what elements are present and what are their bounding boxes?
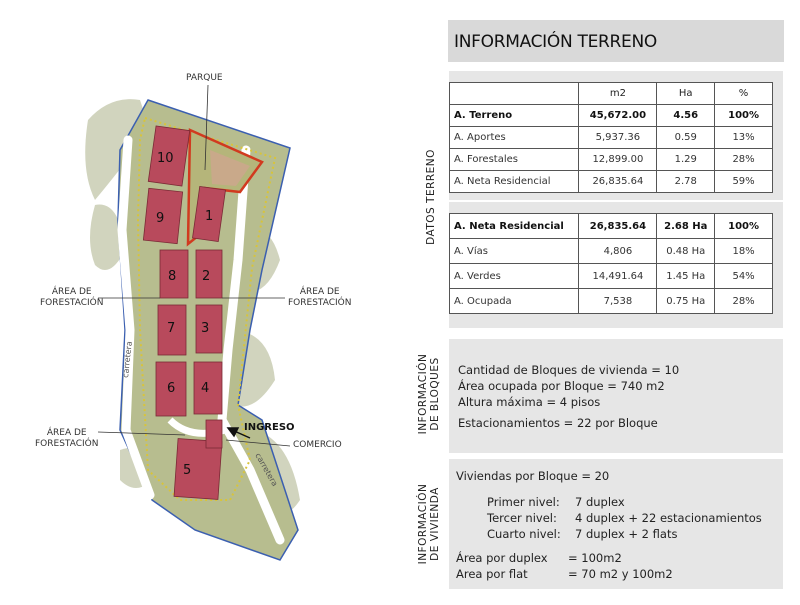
table-cell: 4,806 xyxy=(579,239,657,264)
ingreso-label: INGRESO xyxy=(244,422,295,433)
table-cell: A. Ocupada xyxy=(450,289,579,314)
block-number-8: 8 xyxy=(168,269,177,284)
table-row xyxy=(450,264,773,289)
block-number-6: 6 xyxy=(167,381,176,396)
table-cell: A. Neta Residencial xyxy=(450,171,579,193)
block-number-5: 5 xyxy=(183,463,192,478)
forestacion-line-1: ÁREA DE xyxy=(299,287,340,297)
table-row xyxy=(450,149,773,171)
table-cell: 1.29 xyxy=(657,149,715,171)
table-cell: 1.45 Ha xyxy=(657,264,715,289)
forestacion-line-1: ÁREA DE xyxy=(46,428,87,438)
table-cell: 59% xyxy=(715,171,773,193)
block-number-2: 2 xyxy=(202,269,211,284)
table-cell: 100% xyxy=(715,105,773,127)
section-label-datos-terreno: DATOS TERRENO xyxy=(425,149,437,245)
bloques-estacionamientos: Estacionamientos = 22 por Bloque xyxy=(458,416,658,430)
table-cell: 26,835.64 xyxy=(579,214,657,239)
section-label-info-vivienda xyxy=(417,482,441,566)
forestacion-label-left-top xyxy=(40,287,103,309)
vivienda-por-bloque: Viviendas por Bloque = 20 xyxy=(456,469,610,483)
forestacion-line-2: FORESTACIÓN xyxy=(288,298,352,308)
forestacion-line-2: FORESTACIÓN xyxy=(35,439,99,449)
table-row xyxy=(450,214,773,239)
road-label-right: carretera xyxy=(253,451,280,488)
nivel-value: 7 duplex + 2 flats xyxy=(575,527,678,541)
area-duplex-value: = 100m2 xyxy=(568,551,622,565)
comercio-label: COMERCIO xyxy=(293,440,342,450)
table-cell: 7,538 xyxy=(579,289,657,314)
section-label-line-1: INFORMACIÓN xyxy=(417,483,429,565)
table-cell: 54% xyxy=(715,264,773,289)
table-cell: 26,835.64 xyxy=(579,171,657,193)
table-cell: A. Terreno xyxy=(450,105,579,127)
block-number-9: 9 xyxy=(156,211,165,226)
block-number-3: 3 xyxy=(201,321,210,336)
table-cell: 0.59 xyxy=(657,127,715,149)
table-row xyxy=(450,239,773,264)
table-cell: A. Forestales xyxy=(450,149,579,171)
table-header-cell: m2 xyxy=(579,83,657,105)
table-row xyxy=(450,171,773,193)
table-cell: 5,937.36 xyxy=(579,127,657,149)
table-cell: A. Verdes xyxy=(450,264,579,289)
block-number-4: 4 xyxy=(201,381,210,396)
forestacion-line-2: FORESTACIÓN xyxy=(40,298,104,308)
nivel-label: Cuarto nivel: xyxy=(487,527,561,541)
block-number-10: 10 xyxy=(157,151,174,166)
table-cell: A. Vías xyxy=(450,239,579,264)
nivel-label: Tercer nivel: xyxy=(487,511,557,525)
table-cell: 2.68 Ha xyxy=(657,214,715,239)
area-flat-value: = 70 m2 y 100m2 xyxy=(568,567,673,581)
table-cell: 28% xyxy=(715,149,773,171)
table-cell: 13% xyxy=(715,127,773,149)
table-row xyxy=(450,105,773,127)
bloques-altura: Altura máxima = 4 pisos xyxy=(458,395,601,409)
table-cell: 4.56 xyxy=(657,105,715,127)
forestacion-label-left-bottom xyxy=(35,428,98,450)
table-header-cell xyxy=(450,83,579,105)
area-duplex-label: Área por duplex xyxy=(456,551,548,565)
table-header-cell: Ha xyxy=(657,83,715,105)
section-label-line-2: DE BLOQUES xyxy=(429,357,441,431)
terreno-table xyxy=(449,82,773,193)
table-cell: 0.75 Ha xyxy=(657,289,715,314)
table-cell: 18% xyxy=(715,239,773,264)
table-cell: 2.78 xyxy=(657,171,715,193)
section-label-info-bloques xyxy=(417,352,441,436)
area-flat-label: Area por flat xyxy=(456,567,528,581)
title-bar xyxy=(448,20,784,62)
table-header-cell: % xyxy=(715,83,773,105)
nivel-value: 4 duplex + 22 estacionamientos xyxy=(575,511,762,525)
block-number-1: 1 xyxy=(205,209,214,224)
table-cell: 100% xyxy=(715,214,773,239)
forestacion-line-1: ÁREA DE xyxy=(51,287,92,297)
nivel-label: Primer nivel: xyxy=(487,495,560,509)
table-header-row xyxy=(450,83,773,105)
table-row xyxy=(450,127,773,149)
bloques-cantidad: Cantidad de Bloques de vivienda = 10 xyxy=(458,363,680,377)
table-cell: 12,899.00 xyxy=(579,149,657,171)
nivel-value: 7 duplex xyxy=(575,495,625,509)
forestacion-label-right xyxy=(288,287,351,309)
neta-residencial-table xyxy=(449,213,773,314)
table-cell: 28% xyxy=(715,289,773,314)
table-cell: 14,491.64 xyxy=(579,264,657,289)
table-cell: A. Aportes xyxy=(450,127,579,149)
road-label-left: carretera xyxy=(121,340,134,379)
section-label-line-1: INFORMACIÓN xyxy=(417,353,429,435)
table-cell: 45,672.00 xyxy=(579,105,657,127)
block-number-7: 7 xyxy=(167,321,176,336)
page-title: INFORMACIÓN TERRENO xyxy=(454,32,657,52)
table-row xyxy=(450,289,773,314)
bloques-area: Área ocupada por Bloque = 740 m2 xyxy=(458,379,665,393)
parque-label: PARQUE xyxy=(186,73,223,83)
table-cell: A. Neta Residencial xyxy=(450,214,579,239)
table-cell: 0.48 Ha xyxy=(657,239,715,264)
section-label-line-2: DE VIVIENDA xyxy=(429,487,441,561)
